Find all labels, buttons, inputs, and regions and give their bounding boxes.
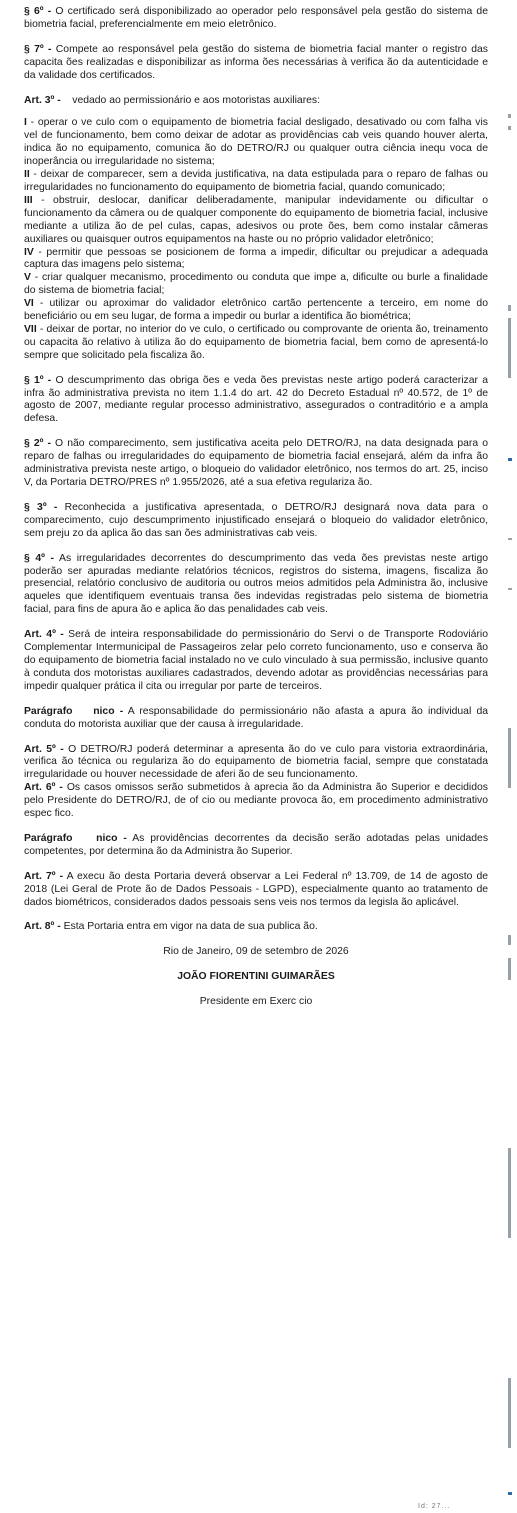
paragraph-label: § 6º - [24, 6, 52, 17]
paragraph-par7 [24, 44, 488, 83]
edge-fragment [508, 318, 511, 378]
item-label: VI [24, 298, 34, 310]
paragraph-art3-par4 [24, 553, 488, 618]
article-text: Será de inteira responsabilidade do permissionário do Servi o de Transporte Rodoviário Complementar Intermunicipal de Passageiros zelar pelo correto funcionamento, uso e conserva ão do equipamento de biometria facial instalado no ve culo vinculado à sua permissão, inclusive quanto à conduta dos motoristas auxiliares cadastrados, devendo adotar as providências necessárias para impedir qualquer prática il cita ou irregular por parte de terceiros. [24, 629, 489, 692]
paragraph-text: O não comparecimento, sem justificativa aceita pelo DETRO/RJ, na data designada para o reparo de falhas ou irregularidades do equipamento de biometria facial ensejará, além da infra ão administrativa prevista neste artigo, o bloqueio do validador eletrônico, nos termos do art. 25, inciso V, da Portaria DETRO/PRES nº 1.955/2026, até a sua efetiva regulariza ão. [24, 438, 488, 488]
article-label: Art. 8º - [24, 921, 61, 933]
list-item-iv [24, 247, 488, 273]
item-label: VII [24, 323, 37, 335]
paragraph-par6 [24, 6, 488, 32]
article-8 [24, 921, 488, 934]
edge-link-mark [508, 1492, 512, 1495]
article-label: Art. 4º - [24, 629, 64, 641]
paragraph-text: As providências decorrentes da decisão serão adotadas pelas unidades competentes, por determina ão da Administra ão Superior. [24, 832, 489, 857]
paragraph-label: § 4º - [24, 552, 54, 564]
edge-fragment [508, 1148, 511, 1238]
item-text: - obstruir, deslocar, danificar deliberadamente, manipular indevidamente ou dificultar o funcionamento da câmera ou de qualquer componente do equipamento de biometria facial, inclusive mediante a utiliza ão de pel culas, capas, adesivos ou prote ões, bem como instalar câmeras auxiliares ou quaisquer outros equipamentos na haste ou no próprio validador eletrônico; [24, 194, 488, 245]
edge-fragment [508, 935, 511, 945]
article-text: Esta Portaria entra em vigor na data de sua publica ão. [60, 921, 318, 933]
article-label: Art. 3º - [24, 94, 61, 106]
item-text: - deixar de portar, no interior do ve culo, o certificado ou comprovante de orienta ão, treinamento ou capacita ão relativo à utiliza ão do equipamento de biometria facial, bem como de apresentá-lo sempre que solicitado pela fiscaliza ão. [24, 323, 488, 361]
item-label: III [24, 194, 33, 206]
item-text: - permitir que pessoas se posicionem de forma a impedir, dificultar ou prejudicar a adequada captura das imagens pelo sistema; [24, 246, 488, 271]
item-label: I [24, 117, 27, 129]
article-text: Os casos omissos serão submetidos à aprecia ão da Administra ão Superior e decididos pelo Presidente do DETRO/RJ, de of cio ou mediante provoca ão, em procedimento administrativo espec fico. [24, 782, 488, 820]
article-7 [24, 871, 488, 910]
paragraph-text: O descumprimento das obriga ões e veda ões previstas neste artigo poderá caracterizar a infra ão administrativa prevista no item 1.1.4 do art. 42 do Decreto Estadual nº 40.572, de 1º de agosto de 2007, mediante regular processo administrativo, assegurados o contraditório e a ampla defesa. [24, 374, 488, 425]
paragraph-label: § 1º - [24, 374, 52, 386]
paragraph-text: Reconhecida a justificativa apresentada, o DETRO/RJ designará nova data para o comparecimento, cujo descumprimento injustificado ensejará o bloqueio do validador eletrônico, sem preju zo da aplica ão das san ões administrativas cab veis. [24, 501, 488, 539]
paragraph-art3-par3 [24, 502, 488, 541]
article-6 [24, 782, 488, 821]
article-4-sole-paragraph [24, 706, 488, 732]
list-item-i [24, 117, 488, 169]
list-item-vii [24, 324, 488, 363]
article-text: vedado ao permissionário e aos motoristas auxiliares: [60, 94, 321, 106]
article-label: Art. 6º - [24, 782, 63, 794]
list-item-ii [24, 169, 488, 195]
item-label: V [24, 272, 31, 284]
article-5 [24, 744, 488, 783]
edge-fragment [508, 126, 511, 130]
paragraph-label: § 2º - [24, 438, 51, 450]
paragraph-art3-par1 [24, 375, 488, 427]
edge-fragment [508, 1378, 511, 1448]
item-text: - criar qualquer mecanismo, procedimento ou conduta que impe a, dificulte ou burle a finalidade do sistema de biometria facial; [24, 272, 488, 297]
article-6-sole-paragraph [24, 833, 488, 859]
list-item-iii [24, 195, 488, 247]
signatory-role: Presidente em Exerc cio [199, 996, 313, 1008]
paragraph-text: Compete ao responsável pela gestão do sistema de biometria facial manter o registro das capacita ões realizadas e disponibilizar as informa ões necessárias à verifica ão da autenticidade e da validade dos certificados. [24, 43, 488, 81]
edge-fragment [508, 538, 512, 540]
paragraph-label: § 7º - [24, 43, 52, 55]
place-date: Rio de Janeiro, 09 de setembro de 2026 [163, 946, 349, 958]
paragraph-text: As irregularidades decorrentes do descumprimento das veda ões previstas neste artigo poderão ser apuradas mediante relatórios técnicos, registros do sistema, imagens, fiscaliza ão presencial, relatório conclusivo de auditoria ou outros meios admitidos pela Administra ão, inclusive aqueles que identifiquem eventuais transa ões indevidas registradas pelo sistema de biometria facial, para fins de apura ão e aplica ão das penalidades cab veis. [24, 552, 488, 616]
list-item-v [24, 272, 488, 298]
edge-link-mark [508, 458, 512, 461]
edge-fragment [508, 114, 511, 118]
signatory-name: JOÃO FIORENTINI GUIMARÃES [177, 971, 335, 983]
edge-fragment [508, 588, 512, 590]
edge-fragment [508, 728, 511, 788]
item-text: - deixar de comparecer, sem a devida justificativa, na data estipulada para o reparo de falhas ou irregularidades no funcionamento do equipamento de biometria facial, quando comunicado; [24, 169, 488, 193]
adjacent-column-edge [504, 0, 517, 1513]
article-text: A execu ão desta Portaria deverá observar a Lei Federal nº 13.709, de 14 de agosto de 2018 (Lei Geral de Prote ão de Dados Pessoais - LGPD), especialmente quanto ao tratamento de dados biométricos, considerados dados pessoais sens veis nos termos da legisla ão aplicável. [24, 870, 489, 908]
article-text: O DETRO/RJ poderá determinar a apresenta ão do ve culo para vistoria extraordinária, verifica ão técnica ou regulariza ão do equipamento de biometria facial, sempre que constatada irregularidade ou houver necessidade de aferi ão de seu funcionamento. [24, 743, 489, 781]
paragraph-art3-par2 [24, 438, 488, 490]
edge-fragment [508, 305, 511, 311]
article-3-heading [24, 95, 488, 108]
paragraph-label: Parágrafo nico - [24, 832, 127, 844]
list-item-vi [24, 298, 488, 324]
item-text: - operar o ve culo com o equipamento de biometria facial desligado, desativado ou com falha vis vel de funcionamento, bem como deixar de adotar as providências cab veis quando houver alerta, indica ão no equipamento, comunica ão do DETRO/RJ ou qualquer outra ciência inequ voca de inoperância ou irregularidade no sistema; [24, 117, 488, 168]
article-label: Art. 7º - [24, 870, 64, 882]
paragraph-text: A responsabilidade do permissionário não afasta a apura ão individual da conduta do motorista auxiliar que der causa à irregularidade. [24, 705, 488, 730]
paragraph-text: O certificado será disponibilizado ao operador pelo responsável pela gestão do sistema de biometria facial, preferencialmente em meio eletrônico. [24, 6, 488, 30]
item-label: IV [24, 246, 34, 258]
article-4 [24, 629, 488, 694]
paragraph-label: Parágrafo nico - [24, 705, 124, 717]
edge-fragment [508, 958, 511, 980]
item-text: - utilizar ou aproximar do validador eletrônico cartão pertencente a terceiro, em nome do beneficiário ou em seu lugar, de forma a impedir ou burlar a identifica ão biométrica; [24, 298, 488, 323]
footer-reference: Id: 27... [418, 1503, 451, 1510]
document-column [24, 6, 488, 1021]
paragraph-label: § 3º - [24, 501, 58, 513]
item-label: II [24, 169, 30, 181]
article-label: Art. 5º - [24, 743, 64, 755]
